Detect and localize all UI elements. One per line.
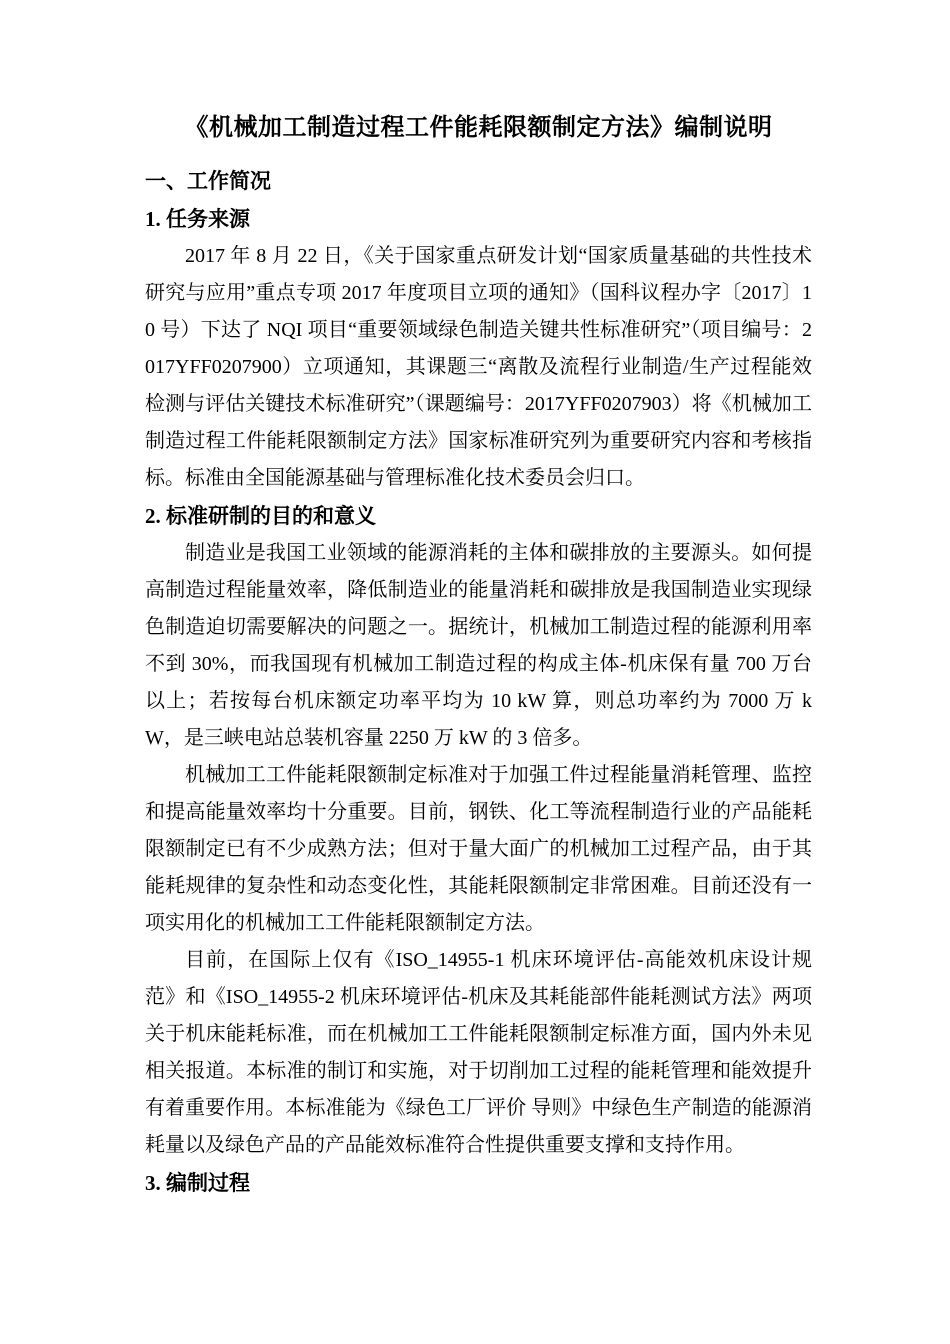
heading-task-source: 1. 任务来源: [145, 207, 250, 231]
heading-purpose-and-significance: 2. 标准研制的目的和意义: [145, 504, 376, 528]
paragraph-purpose-1: 制造业是我国工业领域的能源消耗的主体和碳排放的主要源头。如何提高制造过程能量效率，降低制造业的能量消耗和碳排放是我国制造业实现绿色制造迫切需要解决的问题之一。据统计，机械加工制造过程的能源利用率不到 30%，而我国现有机械加工制造过程的构成主体-机床保有量 700 万台以上；若按每台机床额定功率平均为 10 kW 算，则总功率约为 7000 万 kW，是三峡电站总装机容量 2250 万 kW 的 3 倍多。: [145, 542, 812, 749]
paragraph-task-source: 2017 年 8 月 22 日，《关于国家重点研发计划“国家质量基础的共性技术研究与应用”重点专项 2017 年度项目立项的通知》（国科议程办字〔2017〕10 号）下达了 NQI 项目“重要领域绿色制造关键共性标准研究”（项目编号：2017YFF0207900）立项通知，其课题三“离散及流程行业制造/生产过程能效检测与评估关键技术标准研究”（课题编号：2017YFF0207903）将《机械加工制造过程工件能耗限额制定方法》国家标准研究列为重要研究内容和考核指标。标准由全国能源基础与管理标准化技术委员会归口。: [145, 245, 812, 489]
section-heading-work-overview: 一、工作简况: [145, 169, 271, 193]
document-title: 《机械加工制造过程工件能耗限额制定方法》编制说明: [184, 115, 773, 141]
paragraph-purpose-2: 机械加工工件能耗限额制定标准对于加强工件过程能量消耗管理、监控和提高能量效率均十分重要。目前，钢铁、化工等流程制造行业的产品能耗限额制定已有不少成熟方法；但对于量大面广的机械加工过程产品，由于其能耗规律的复杂性和动态变化性，其能耗限额制定非常困难。目前还没有一项实用化的机械加工工件能耗限额制定方法。: [145, 764, 812, 934]
heading-drafting-process: 3. 编制过程: [145, 1171, 250, 1195]
paragraph-purpose-3: 目前，在国际上仅有《ISO_14955-1 机床环境评估-高能效机床设计规范》和《ISO_14955-2 机床环境评估-机床及其耗能部件能耗测试方法》两项关于机床能耗标准，而在机械加工工件能耗限额制定标准方面，国内外未见相关报道。本标准的制订和实施，对于切削加工过程的能耗管理和能效提升有着重要作用。本标准能为《绿色工厂评价 导则》中绿色生产制造的能源消耗量以及绿色产品的产品能效标准符合性提供重要支撑和支持作用。: [145, 949, 812, 1156]
